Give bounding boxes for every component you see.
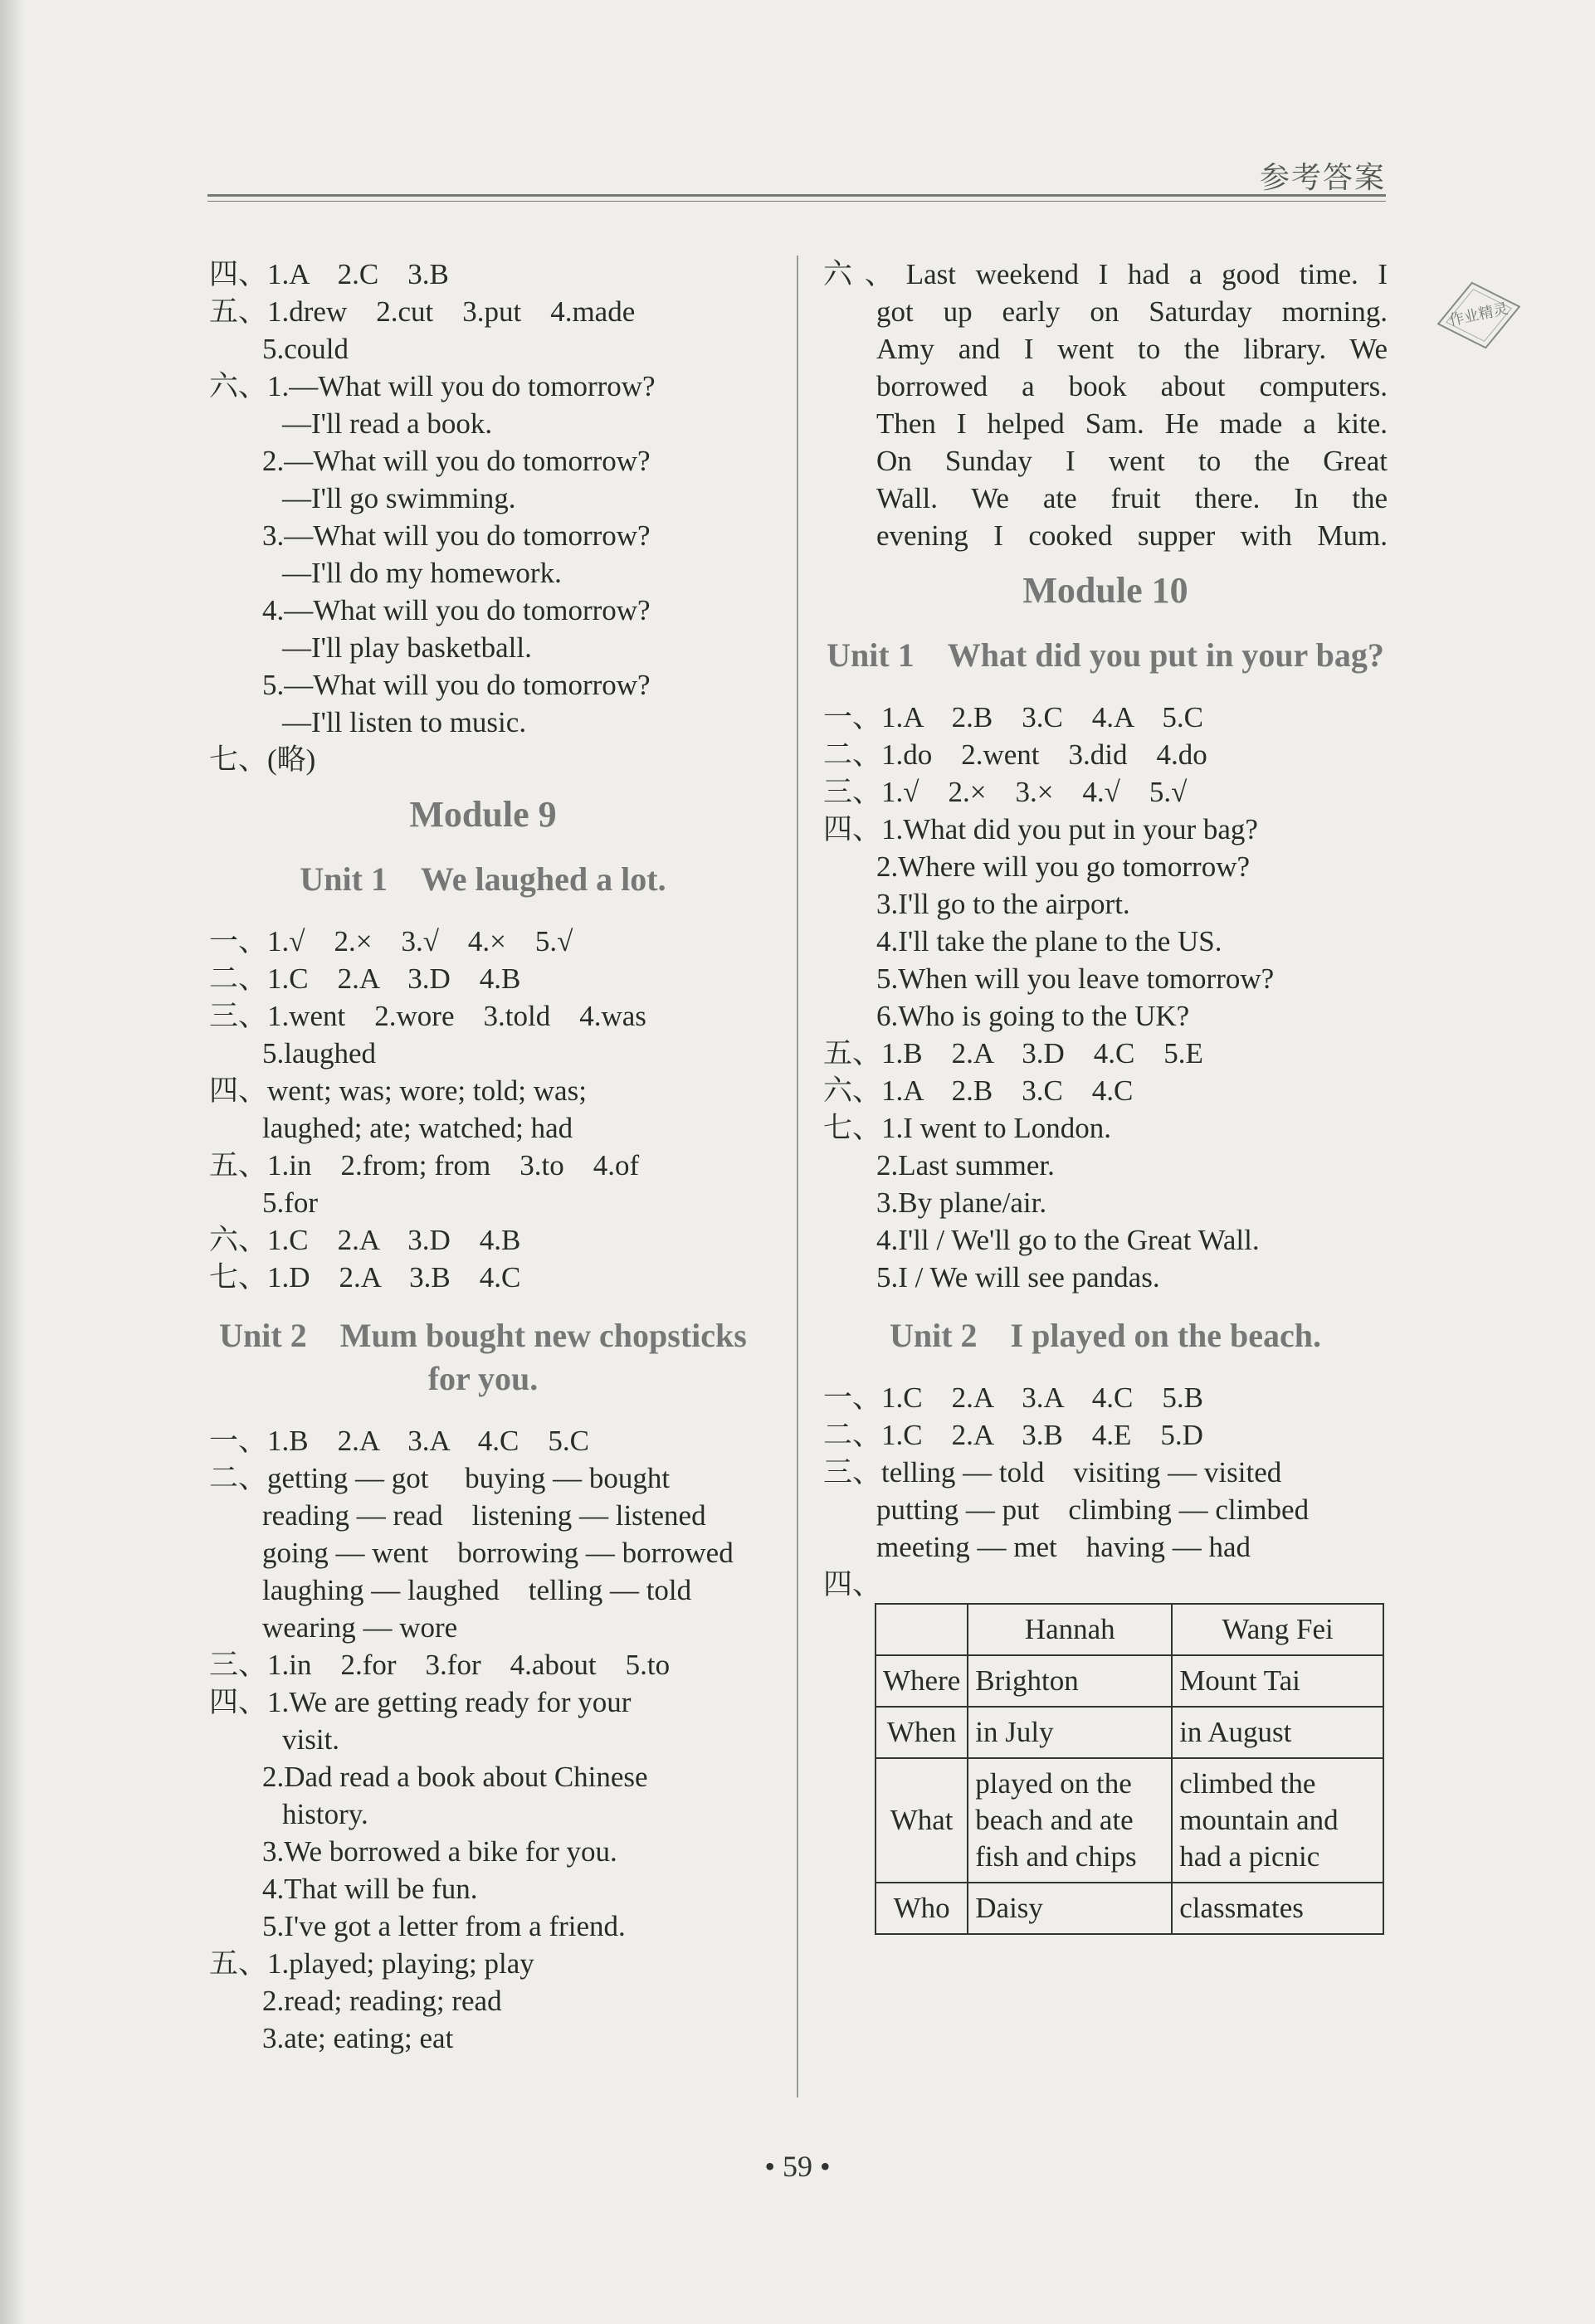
- answer-line: —I'll go swimming.: [282, 482, 516, 514]
- answer-line: 5.I've got a letter from a friend.: [262, 1910, 626, 1942]
- column-divider: [797, 256, 798, 2097]
- table-cell: Mount Tai: [1172, 1655, 1383, 1707]
- answer-line: 四、went; was; wore; told; was;: [209, 1074, 587, 1107]
- table-cell: classmates: [1172, 1883, 1383, 1934]
- answer-line: 五、1.B 2.A 3.D 4.C 5.E: [823, 1037, 1203, 1069]
- answer-line: 七、1.I went to London.: [823, 1112, 1112, 1144]
- answer-line: 六、1.A 2.B 3.C 4.C: [823, 1074, 1134, 1107]
- answer-line: 三、telling — told visiting — visited: [823, 1456, 1282, 1488]
- scan-edge-shadow: [0, 0, 25, 2324]
- answer-line: 七、(略): [209, 743, 316, 776]
- answer-line: going — went borrowing — borrowed: [262, 1537, 734, 1569]
- answer-line: —I'll do my homework.: [282, 557, 562, 589]
- header-rule-thin: [207, 201, 1386, 202]
- answer-line: On Sunday I went to the Great: [876, 445, 1388, 477]
- right-answer-column: [823, 256, 1388, 1935]
- answer-line: 二、1.C 2.A 3.B 4.E 5.D: [823, 1419, 1203, 1451]
- answer-line: 2.read; reading; read: [262, 1985, 502, 2017]
- answer-line: 5.for: [262, 1186, 319, 1219]
- page-number: • 59 •: [764, 2150, 831, 2183]
- answer-line: 二、getting — got buying — bought: [209, 1462, 671, 1494]
- answer-line: —I'll play basketball.: [282, 631, 532, 664]
- answer-line: 4.—What will you do tomorrow?: [262, 594, 651, 626]
- answer-line: putting — put climbing — climbed: [876, 1493, 1310, 1526]
- answer-line: 三、1.in 2.for 3.for 4.about 5.to: [209, 1649, 671, 1681]
- answer-line: —I'll read a book.: [282, 407, 493, 440]
- answer-line: wearing — wore: [262, 1611, 458, 1644]
- module-heading: Module 9: [409, 794, 557, 835]
- answer-line: 3.By plane/air.: [876, 1186, 1047, 1219]
- table-row: [876, 1758, 1383, 1883]
- answer-line: 2.—What will you do tomorrow?: [262, 445, 651, 477]
- answer-line: 二、1.C 2.A 3.D 4.B: [209, 962, 521, 995]
- table-row-label: Who: [876, 1883, 968, 1934]
- table-header-row: [876, 1604, 1383, 1655]
- table-cell: Brighton: [968, 1655, 1172, 1707]
- answer-line: got up early on Saturday morning.: [876, 295, 1388, 328]
- table-cell: climbed the mountain and had a picnic: [1172, 1758, 1383, 1883]
- answer-line: 三、1.went 2.wore 3.told 4.was: [209, 1000, 646, 1032]
- stamp-text: 作业精灵: [1447, 300, 1510, 330]
- answer-line: 二、1.do 2.went 3.did 4.do: [823, 738, 1207, 771]
- answer-line: 6.Who is going to the UK?: [876, 1000, 1190, 1032]
- answer-line: 一、1.B 2.A 3.A 4.C 5.C: [209, 1425, 589, 1457]
- answer-table: [875, 1603, 1384, 1935]
- answer-line: borrowed a book about computers.: [876, 370, 1388, 402]
- table-cell: Daisy: [968, 1883, 1172, 1934]
- answer-line: 4.That will be fun.: [262, 1873, 478, 1905]
- answer-line: 五、1.in 2.from; from 3.to 4.of: [209, 1149, 640, 1181]
- answer-line: 5.laughed: [262, 1037, 377, 1069]
- table-row: [876, 1707, 1383, 1758]
- answer-line: 3.ate; eating; eat: [262, 2022, 454, 2054]
- answer-line: 四、1.We are getting ready for your: [209, 1686, 632, 1718]
- answer-line: Then I helped Sam. He made a kite.: [876, 407, 1388, 440]
- answer-line: 5.could: [262, 333, 349, 365]
- answer-line: 一、1.√ 2.× 3.√ 4.× 5.√: [209, 925, 573, 957]
- answer-line: 3.We borrowed a bike for you.: [262, 1835, 617, 1868]
- answer-line: 2.Dad read a book about Chinese: [262, 1761, 648, 1793]
- answer-line: 3.I'll go to the airport.: [876, 888, 1130, 920]
- answer-line: 2.Where will you go tomorrow?: [876, 850, 1251, 883]
- answer-line: 四、1.A 2.C 3.B: [209, 258, 449, 290]
- table-cell: in August: [1172, 1707, 1383, 1758]
- answer-line: 5.I / We will see pandas.: [876, 1261, 1160, 1294]
- answer-line: 5.—What will you do tomorrow?: [262, 669, 651, 701]
- answer-line: 五、1.played; playing; play: [209, 1947, 534, 1980]
- answer-line: history.: [282, 1798, 368, 1830]
- answer-line: reading — read listening — listened: [262, 1499, 706, 1532]
- table-row: [876, 1655, 1383, 1707]
- table-row: [876, 1883, 1383, 1934]
- answer-line: 一、1.A 2.B 3.C 4.A 5.C: [823, 701, 1203, 733]
- table-row-label: What: [876, 1758, 968, 1883]
- answer-line: 4.I'll / We'll go to the Great Wall.: [876, 1224, 1260, 1256]
- answer-line: 六、1.C 2.A 3.D 4.B: [209, 1224, 521, 1256]
- answer-line: meeting — met having — had: [876, 1531, 1251, 1563]
- answer-line: 六、1.—What will you do tomorrow?: [209, 370, 656, 402]
- answer-line: visit.: [282, 1723, 340, 1756]
- answer-line: 4.I'll take the plane to the US.: [876, 925, 1222, 957]
- answer-line: 一、1.C 2.A 3.A 4.C 5.B: [823, 1381, 1203, 1414]
- table-cell: in July: [968, 1707, 1172, 1758]
- answer-line: evening I cooked supper with Mum.: [876, 519, 1388, 552]
- answer-line: 三、1.√ 2.× 3.× 4.√ 5.√: [823, 776, 1188, 808]
- answer-line: laughing — laughed telling — told: [262, 1574, 692, 1606]
- answer-line: Wall. We ate fruit there. In the: [876, 482, 1388, 514]
- table-row-label: Where: [876, 1655, 968, 1707]
- answer-line: 六、Last weekend I had a good time. I: [823, 258, 1388, 290]
- table-row-label: When: [876, 1707, 968, 1758]
- answer-line: 2.Last summer.: [876, 1149, 1055, 1181]
- unit-heading: Unit 1 What did you put in your bag?: [827, 636, 1384, 674]
- watermark-stamp-icon: [1422, 265, 1536, 367]
- table-header-cell: Wang Fei: [1172, 1604, 1383, 1655]
- table-header-cell: [876, 1604, 968, 1655]
- answer-line: 四、: [823, 1568, 882, 1600]
- left-answer-column: [209, 256, 757, 2057]
- unit-heading: Unit 2 I played on the beach.: [889, 1317, 1322, 1354]
- table-header-cell: Hannah: [968, 1604, 1172, 1655]
- answer-line: Amy and I went to the library. We: [876, 333, 1388, 365]
- unit-heading: Unit 1 We laughed a lot.: [300, 860, 666, 898]
- answer-line: —I'll listen to music.: [282, 706, 527, 738]
- header-rule: [207, 194, 1386, 197]
- table-cell: played on the beach and ate fish and chips: [968, 1758, 1172, 1883]
- answer-line: 3.—What will you do tomorrow?: [262, 519, 651, 552]
- module-heading: Module 10: [1022, 570, 1188, 611]
- answer-line: 五、1.drew 2.cut 3.put 4.made: [209, 295, 636, 328]
- answer-line: 四、1.What did you put in your bag?: [823, 813, 1258, 845]
- answer-line: laughed; ate; watched; had: [262, 1112, 573, 1144]
- page-header-title: 参考答案: [1259, 161, 1386, 194]
- answer-line: 七、1.D 2.A 3.B 4.C: [209, 1261, 521, 1294]
- answer-line: 5.When will you leave tomorrow?: [876, 962, 1275, 995]
- unit-heading: Unit 2 Mum bought new chopsticks for you.: [219, 1317, 747, 1397]
